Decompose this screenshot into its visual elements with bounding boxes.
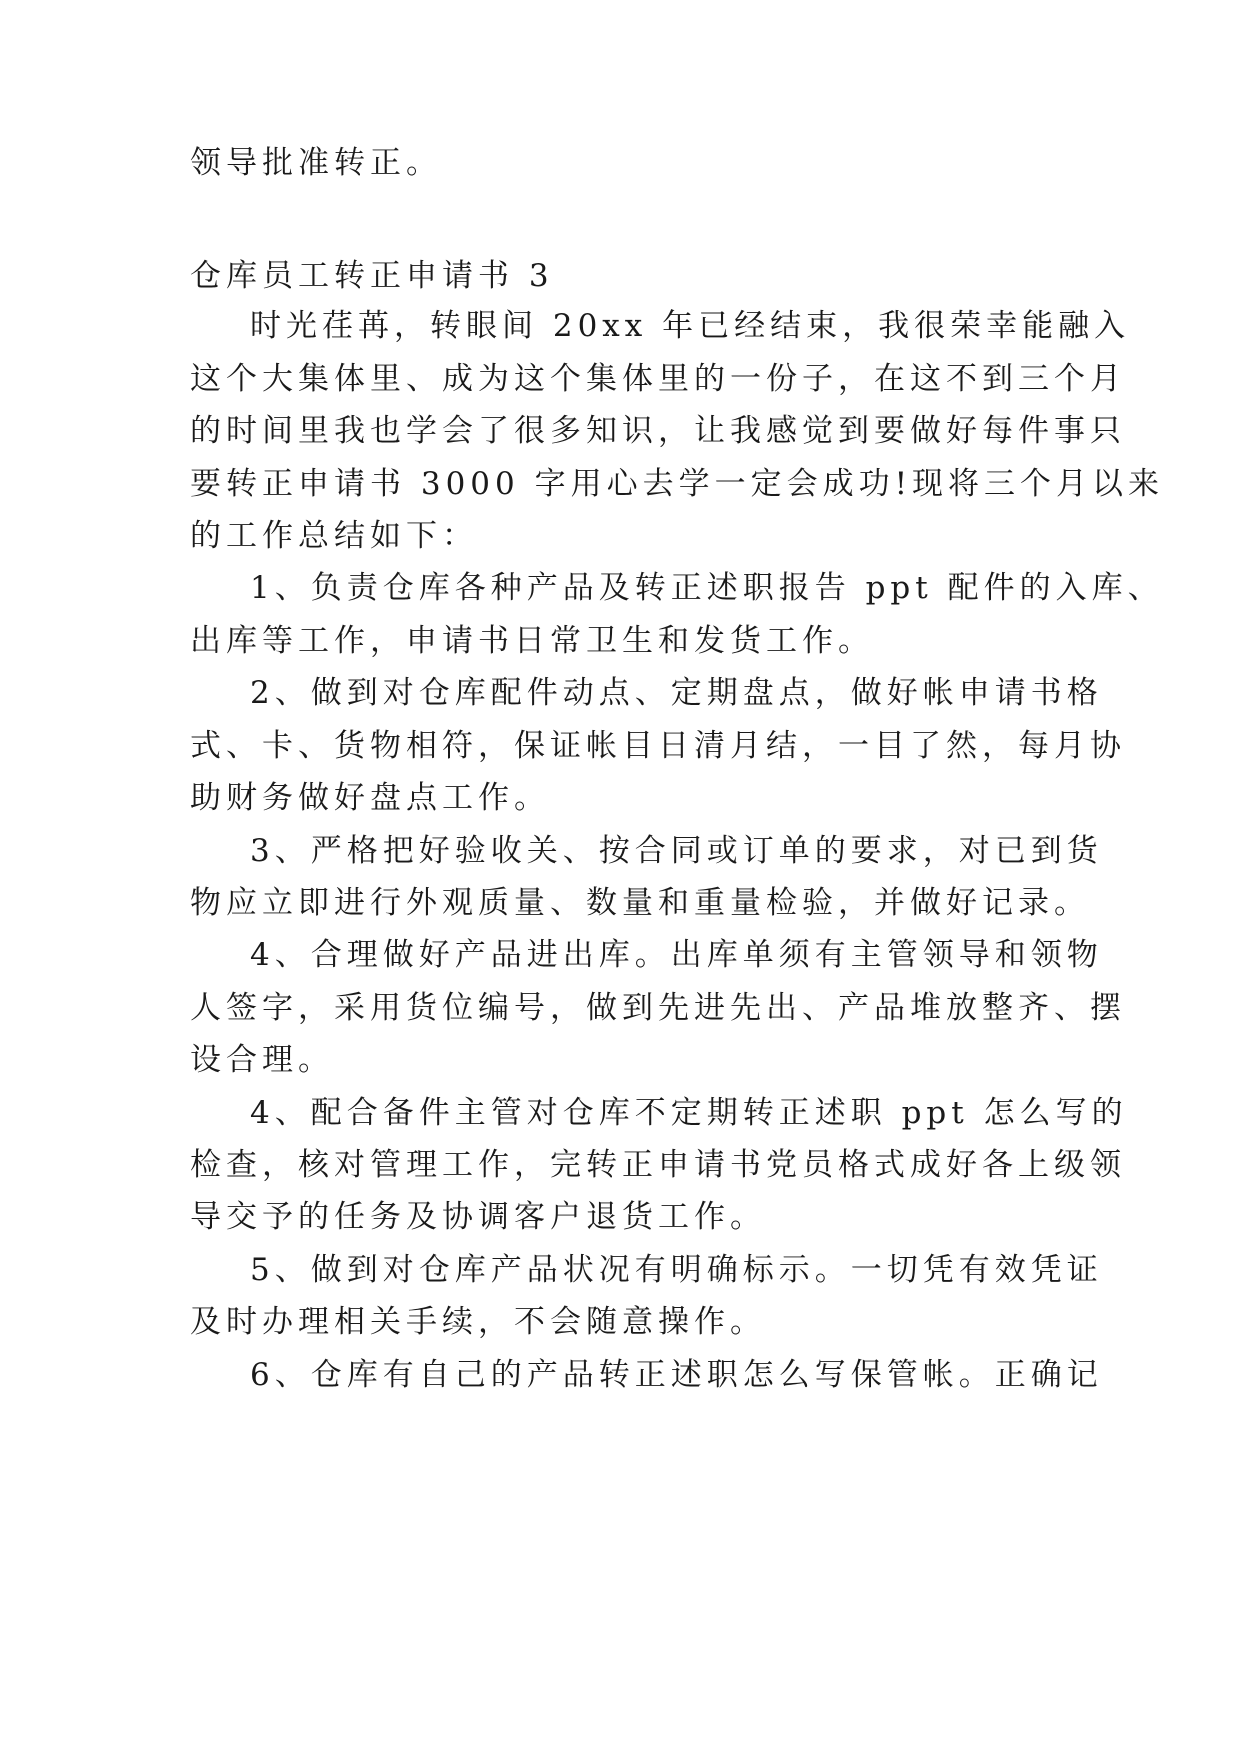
paragraph-intro-line-1: 时光荏苒，转眼间 20xx 年已经结束，我很荣幸能融入 — [250, 308, 1131, 344]
item-2-line-2: 式、卡、货物相符，保证帐目日清月结，一目了然，每月协 — [190, 728, 1126, 764]
item-4b-line-2: 检查，核对管理工作，完转正申请书党员格式成好各上级领 — [190, 1147, 1126, 1183]
section-heading: 仓库员工转正申请书 3 — [190, 258, 554, 294]
paragraph-intro-line-3: 的时间里我也学会了很多知识，让我感觉到要做好每件事只 — [190, 413, 1126, 449]
item-4a-line-1: 4、合理做好产品进出库。出库单须有主管领导和领物 — [250, 937, 1103, 973]
item-4a-line-3: 设合理。 — [190, 1042, 334, 1078]
item-6-line-1: 6、仓库有自己的产品转正述职怎么写保管帐。正确记 — [250, 1357, 1103, 1393]
paragraph-intro-line-5: 的工作总结如下： — [190, 518, 478, 554]
paragraph-intro-line-2: 这个大集体里、成为这个集体里的一份子，在这不到三个月 — [190, 361, 1126, 397]
item-2-line-3: 助财务做好盘点工作。 — [190, 780, 550, 816]
item-4b-line-1: 4、配合备件主管对仓库不定期转正述职 ppt 怎么写的 — [250, 1095, 1128, 1131]
item-3-line-1: 3、严格把好验收关、按合同或订单的要求，对已到货 — [250, 833, 1103, 869]
item-4a-line-2: 人签字，采用货位编号，做到先进先出、产品堆放整齐、摆 — [190, 990, 1126, 1026]
item-1-line-2: 出库等工作，申请书日常卫生和发货工作。 — [190, 623, 874, 659]
item-4b-line-3: 导交予的任务及协调客户退货工作。 — [190, 1199, 766, 1235]
item-5-line-2: 及时办理相关手续，不会随意操作。 — [190, 1304, 766, 1340]
item-1-line-1: 1、负责仓库各种产品及转正述职报告 ppt 配件的入库、 — [250, 570, 1164, 606]
item-2-line-1: 2、做到对仓库配件动点、定期盘点，做好帐申请书格 — [250, 675, 1103, 711]
item-5-line-1: 5、做到对仓库产品状况有明确标示。一切凭有效凭证 — [250, 1252, 1103, 1288]
item-3-line-2: 物应立即进行外观质量、数量和重量检验，并做好记录。 — [190, 885, 1090, 921]
paragraph-intro-line-4: 要转正申请书 3000 字用心去学一定会成功!现将三个月以来 — [190, 466, 1165, 502]
text-line-closing: 领导批准转正。 — [190, 145, 442, 181]
